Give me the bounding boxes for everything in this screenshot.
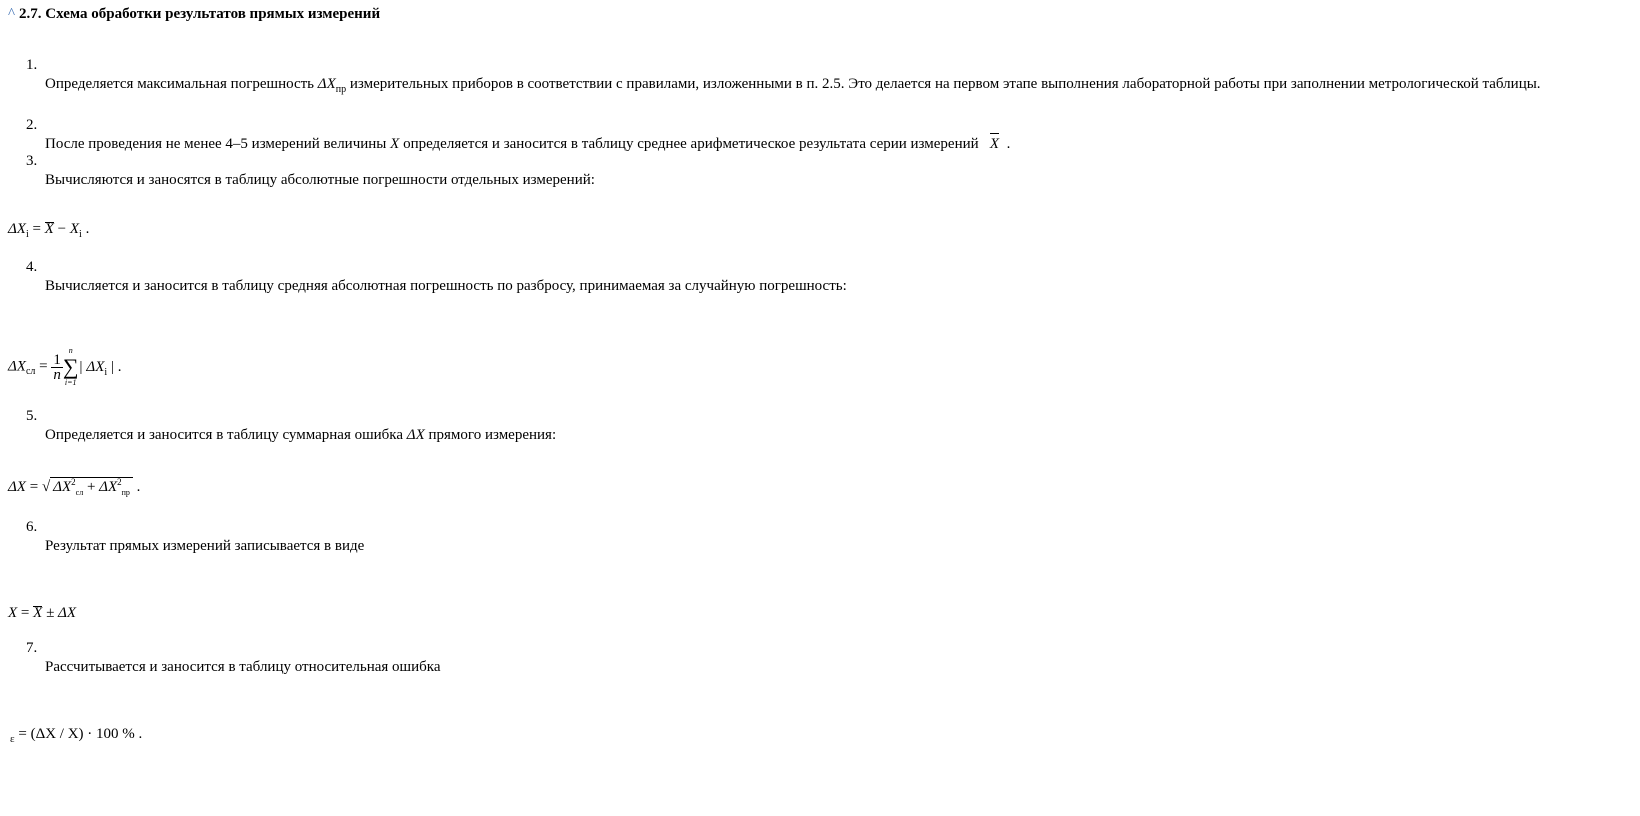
item-number-3: 3. — [26, 153, 38, 169]
formula-abs-error: $\Delta X_i = X - X_i$ . — [8, 221, 90, 240]
section-title: 2.7. Схема обработки результатов прямых измерений — [19, 6, 381, 22]
item-text-3: Вычисляются и заносятся в таблицу абсолютные погрешности отдельных измерений: — [45, 172, 595, 188]
formula-result: X = X ± ΔX — [8, 605, 77, 621]
item-text-7: Рассчитывается и заносится в таблицу относительная ошибка — [45, 659, 441, 675]
caret-up-icon[interactable]: ^ — [8, 6, 16, 22]
delta-x-symbol: ΔX — [406, 427, 425, 443]
item-text-2: После проведения не менее 4–5 измерений величины X определяется и заносится в таблицу среднее арифметическое результата серии измерений X . — [45, 132, 1010, 156]
item-text-5: Определяется и заносится в таблицу суммарная ошибка ΔX прямого измерения: — [45, 427, 557, 443]
item-number-6: 6. — [26, 519, 38, 535]
item-number-1: 1. — [26, 57, 38, 73]
formula-relative-error: $_\varepsilon$ = (ΔX / X) · 100 % . — [10, 726, 143, 745]
x-symbol: X — [390, 136, 400, 152]
x-mean-symbol: X — [990, 132, 999, 156]
fraction: $\frac{1}{n}$ — [53, 351, 61, 383]
formula-total-error: ΔX = √ $\Delta X^2_{сл} + \Delta X^2_{пр}$ . — [8, 477, 141, 497]
sqrt-sign: √ — [41, 479, 51, 495]
item-number-7: 7. — [26, 640, 38, 656]
sqrt-radicand: $\Delta X^2_{сл} + \Delta X^2_{пр}$ — [50, 477, 133, 498]
item-number-4: 4. — [26, 259, 38, 275]
item-text-6: Результат прямых измерений записывается в виде — [45, 538, 365, 554]
item-text-1: Определяется максимальная погрешность $\Delta X_{пр}$ измерительных приборов в соответствии с правилами, изложенными в п. 2.5. Это делается на первом этапе выполнения лабораторной работы при заполнении метрологической таблицы. — [45, 76, 1541, 95]
item-number-5: 5. — [26, 408, 38, 424]
item-number-2: 2. — [26, 117, 38, 133]
formula-random-error: $\Delta X_{сл}$ = $\frac{1}{n}$ n ∑ i=1 | $\Delta X_i$ | . — [8, 344, 121, 390]
item-text-4: Вычисляется и заносится в таблицу средняя абсолютная погрешность по разбросу, принимаемая за случайную погрешность: — [45, 278, 847, 294]
section-heading — [8, 6, 380, 23]
sum-operator: n ∑ i=1 — [62, 346, 79, 387]
delta-x-symbol: ΔX — [317, 76, 336, 92]
